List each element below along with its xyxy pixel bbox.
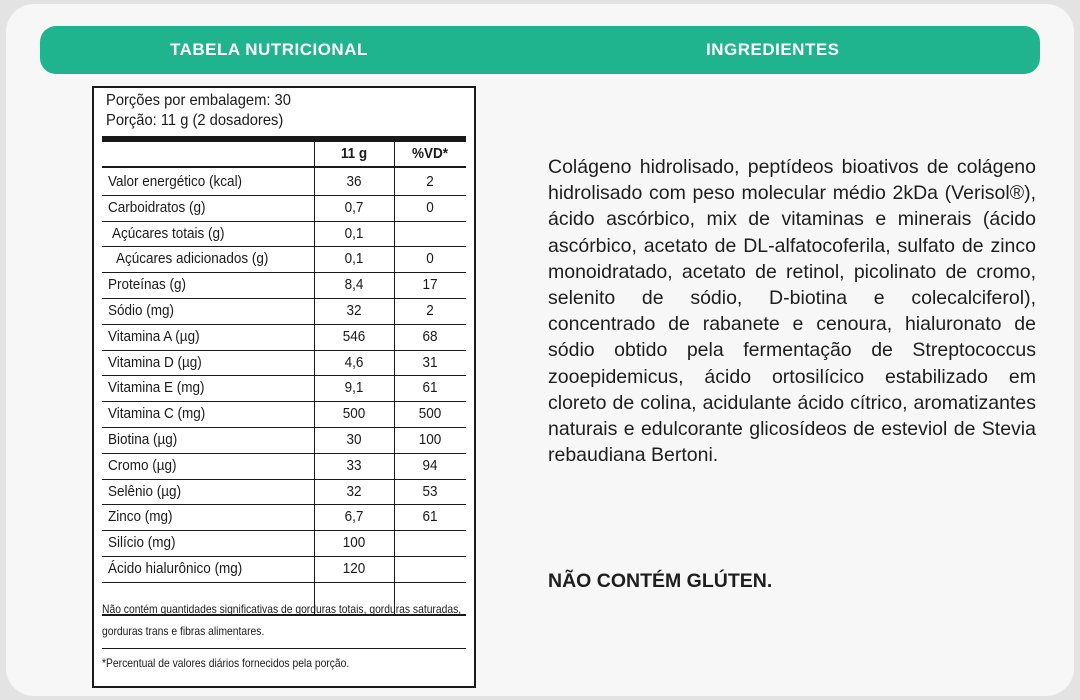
nutrient-name: Silício (mg) (108, 534, 176, 552)
table-row (102, 170, 466, 196)
header-daily-value: %VD* (411, 145, 448, 162)
nutrient-amount: 0,1 (344, 250, 364, 268)
table-row (102, 196, 466, 222)
nutrient-amount: 500 (342, 405, 366, 423)
nutrient-daily-value: 17 (422, 276, 438, 294)
table-row (102, 505, 466, 531)
nutrient-daily-value: 2 (426, 302, 434, 319)
nutrient-amount: 546 (342, 327, 366, 345)
footnote-divider (102, 648, 466, 649)
table-row (102, 428, 466, 454)
nutrient-name: Sódio (mg) (108, 302, 175, 319)
nutrient-name: Selênio (µg) (108, 482, 182, 500)
table-row (102, 557, 466, 583)
nutrient-name: Açúcares totais (g) (112, 224, 225, 242)
table-row (102, 247, 466, 273)
nutrient-name: Açúcares adicionados (g) (116, 250, 269, 268)
nutrient-name: Biotina (µg) (108, 431, 178, 448)
nutrient-amount: 33 (346, 456, 362, 474)
nutrient-amount: 0,1 (344, 224, 364, 242)
nutrient-name: Vitamina E (mg) (108, 379, 205, 397)
daily-value-note: *Percentual de valores diários fornecidos pela porção. (102, 656, 350, 670)
nutrient-daily-value: 0 (426, 198, 434, 216)
nutrient-daily-value: 500 (418, 405, 442, 423)
table-row (102, 454, 466, 480)
nutrient-amount: 4,6 (344, 353, 364, 371)
table-row (102, 351, 466, 377)
tab-ingredients[interactable]: INGREDIENTES (706, 40, 840, 59)
nutrient-daily-value: 100 (418, 431, 442, 448)
table-row (102, 376, 466, 402)
serving-info (106, 91, 291, 131)
nutrient-daily-value: 61 (422, 379, 438, 397)
nutrient-amount: 9,1 (344, 379, 364, 397)
table-row (102, 222, 466, 248)
tab-nutrition-table[interactable]: TABELA NUTRICIONAL (170, 40, 368, 59)
nutrient-daily-value: 94 (422, 456, 438, 474)
nutrient-amount: 32 (346, 302, 362, 319)
ingredients-list: Colágeno hidrolisado, peptídeos bioativos de colágeno hidrolisado com peso molecular médio 2kDa (Verisol®), ácido ascórbico, mix de vitaminas e minerais (ácido ascórbico, acetato de DL-alfatocoferila, sulfato de zinco monoidratado, acetato de retinol, picolinato de cromo, selenito de sódio, D-biotina e colecalciferol), concentrado de rabanete e cenoura, hialuronato de sódio obtido pela fermentação de Streptococcus zooepidemicus, ácido ortosilícico estabilizado em cloreto de colina, acidulante ácido cítrico, aromatizantes naturais e edulcorante glicosídeos de esteviol de Stevia rebaudiana Bertoni. (548, 156, 1036, 467)
header-serving-amount: 11 g (340, 145, 368, 162)
table-row (102, 299, 466, 325)
serving-size: Porção: 11 g (2 dosadores) (106, 112, 284, 129)
table-row (102, 325, 466, 351)
nutrient-amount: 8,4 (344, 276, 364, 294)
insignificant-nutrients-note (102, 598, 462, 642)
servings-per-package: Porções por embalagem: 30 (106, 92, 291, 109)
nutrient-amount: 100 (342, 534, 366, 552)
nutrient-name: Ácido hialurônico (mg) (108, 560, 243, 577)
table-row (102, 273, 466, 299)
table-header-row (102, 142, 466, 168)
nutrient-name: Valor energético (kcal) (108, 173, 243, 190)
nutrition-table (102, 142, 466, 616)
nutrient-daily-value: 31 (422, 353, 438, 371)
nutrient-amount: 120 (342, 560, 366, 577)
section-tab-bar (40, 26, 1040, 74)
nutrient-amount: 32 (346, 482, 362, 500)
table-row (102, 402, 466, 428)
nutrient-name: Zinco (mg) (108, 508, 173, 526)
table-row (102, 531, 466, 557)
nutrient-daily-value: 2 (426, 173, 434, 190)
nutrient-daily-value: 61 (422, 508, 438, 526)
nutrient-name: Vitamina A (µg) (108, 327, 200, 345)
nutrition-facts-label (92, 86, 476, 688)
nutrient-amount: 36 (346, 173, 362, 190)
nutrient-daily-value: 0 (426, 250, 434, 268)
gluten-free-notice: NÃO CONTÉM GLÚTEN. (548, 570, 773, 592)
nutrient-name: Cromo (µg) (108, 456, 177, 474)
nutrient-amount: 30 (346, 431, 362, 448)
nutrient-daily-value: 53 (422, 482, 438, 500)
nutrient-amount: 0,7 (344, 198, 364, 216)
nutrient-name: Proteínas (g) (108, 276, 187, 294)
table-row (102, 480, 466, 506)
nutrient-name: Vitamina C (mg) (108, 405, 206, 423)
footnote-line-2: gorduras trans e fibras alimentares. (102, 624, 265, 638)
nutrient-daily-value: 68 (422, 327, 438, 345)
footnote-line-1: Não contém quantidades significativas de gorduras totais, gorduras saturadas, (102, 602, 462, 616)
nutrient-amount: 6,7 (344, 508, 364, 526)
nutrient-name: Carboidratos (g) (108, 198, 206, 216)
nutrient-name: Vitamina D (µg) (108, 353, 202, 371)
